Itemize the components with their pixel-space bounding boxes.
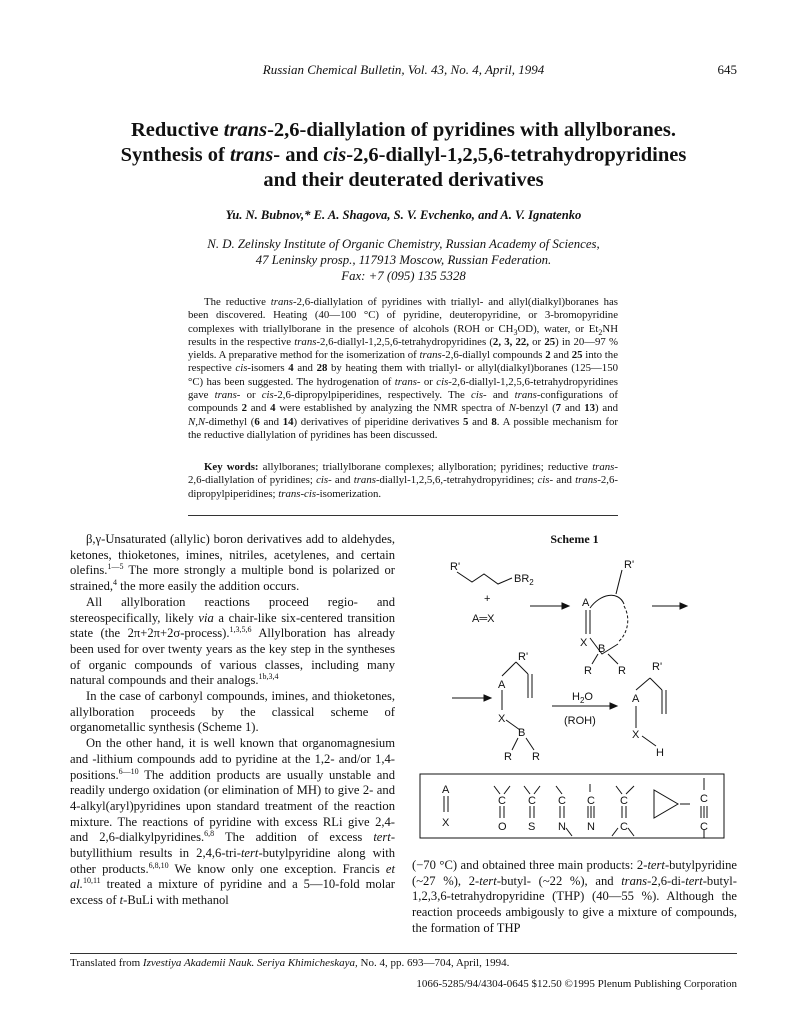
adduct-b-r-left [512, 738, 518, 750]
body-right-column: (−70 °C) and obtained three main products: 2-tert-butylpyridine (~27 %), 2-tert-butyl- (~22 %), and trans-2,6-di-tert-butyl-1,2,3,6-tetrahydropyridine (THP) (40—55 %). Although the reaction proceeds ambigously to give a mixture of compounds, the formation of THP [412, 858, 737, 935]
translation-note: Translated from Izvestiya Akademii Nauk. Seriya Khimicheskaya, No. 4, pp. 693—704, April, 1994. [70, 957, 510, 969]
title-line-1: Reductive trans-2,6-diallylation of pyridines with allylboranes. [130, 119, 677, 141]
body-left-column [70, 532, 395, 909]
scheme-title: Scheme 1 [550, 532, 599, 546]
label-s: S [528, 821, 536, 833]
label-c-alkene-top: C [620, 795, 628, 807]
label-c-alkene-bottom: C [620, 821, 628, 833]
label-br2: $BR_2$ [514, 573, 534, 587]
substrate-box [420, 774, 724, 838]
paragraph-3: In the case of carbonyl compounds, imines, and thioketones, allylboration proceeds by the classical scheme of organometallic synthesis (Scheme 1). [70, 689, 395, 735]
cc-right-bond [626, 786, 634, 794]
label-a-ts: A [582, 597, 590, 609]
label-r-prime-adduct: R' [518, 651, 529, 663]
cc-lower-right [628, 828, 634, 836]
adduct-c-c-bond [516, 662, 528, 674]
label-c-cs: C [528, 795, 536, 807]
adduct-a-c-bond [502, 662, 516, 676]
arrow-head-1 [562, 603, 569, 609]
co-right-bond [504, 786, 510, 794]
abstract-divider [188, 515, 618, 516]
paragraph-1: β,γ-Unsaturated (allylic) boron derivatives add to aldehydes, ketones, thioketones, imines, nitriles, acetylenes, and certain olefins.$^{1—5}$ The more strongly a multiple bond is polarized or strained,$^4$ the more easily the addition occurs. [70, 532, 395, 594]
label-c-nitrile: C [587, 795, 595, 807]
journal-citation: Russian Chemical Bulletin, Vol. 43, No. 4, April, 1994 [262, 62, 545, 77]
label-c-cn: C [558, 795, 566, 807]
product-a-c-bond [636, 678, 650, 690]
footer-divider [70, 953, 737, 954]
cs-right-bond [534, 786, 540, 794]
label-a-product: A [632, 693, 640, 705]
label-r-prime-ts: R' [624, 559, 635, 571]
label-c-alkyne-top: C [700, 793, 708, 805]
article-title [90, 118, 717, 193]
arrow-head-3 [484, 695, 491, 701]
cc-lower-left [612, 828, 618, 836]
label-r-ts-left: R [584, 665, 592, 677]
paragraph-2: All allylboration reactions proceed regio- and stereospecifically, likely via a chair-like six-centered transition state (the 2π+2π+2σ-process).$^{1,3,5,6}$ Allylboration has already been used for over twenty years as the key step in the syntheses of organic compounds of various classes, including many natural compounds and their analogs.$^{1b,3,4}$ [70, 594, 395, 688]
author-list: Yu. N. Bubnov,* E. A. Shagova, S. V. Evchenko, and A. V. Ignatenko [225, 208, 582, 222]
paragraph-4: On the other hand, it is well known that organomagnesium and -lithium compounds add to pyridine at the 1,2- and/or 1,4-positions.$^{6—10}$ The addition products are usually unstable and readily undergo oxidation (or elimination of MH) to give 2- and 4-alkyl(aryl)pyridines upon standard treatment of the reaction mixture. The reactions of pyridine with excess RLi give 2,4- and 2,6-dialkylpyridines.$^{6,8}$ The addition of excess tert-butyllithium results in 2,4,6-tri-tert-butylpyridine along with other products.$^{6,8,10}$ We know only one exception. Francis et al.$^{10,11}$ treated a mixture of pyridine and a 5—10-fold molar excess of t-BuLi with methanol [70, 736, 396, 908]
label-r-prime-1: R' [450, 561, 461, 573]
adduct-b-r-right [526, 738, 534, 750]
label-c-alkyne-bottom: C [700, 821, 708, 833]
label-r-adduct-right: R [532, 751, 540, 763]
page-number: 645 [717, 62, 737, 77]
label-a-equals-x: A═X [472, 613, 495, 625]
label-b-ts: B [598, 643, 606, 655]
keywords: Key words: allylboranes; triallylborane complexes; allylboration; pyridines; reductive trans-2,6-diallylation of pyridines; cis- and trans-diallyl-1,2,5,6,-tetrahydropyridines; cis- and trans-2,6-dipropylpiperidines; trans-cis-isomerization. [188, 461, 618, 500]
label-n-nitrile: N [587, 821, 595, 833]
strained-ring [654, 790, 678, 818]
ts-arc-top [590, 595, 624, 608]
abstract: The reductive trans-2,6-diallylation of pyridines with triallyl- and allyl(dialkyl)boranes has been discovered. Heating (40—100 °C) of pyridine, deuteropyridine, or 3-bromopyridine complexes with triallylborane in the presence of alcohols (ROH or $CH_3OD$), water, or $Et_2NH$ results in the respective trans-2,6-diallyl-1,2,5,6-tetrahydropyridines (2, 3, 22, or 25) in 20—97 % yields. A preparative method for the isomerization of trans-2,6-diallyl compounds 2 and 25 into the respective cis-isomers 4 and 28 by heating them with triallyl- or allyl(dialkyl)boranes (125—150 °C) has been suggested. The hydrogenation of trans- or cis-2,6-diallyl-1,2,5,6-tetrahydropyridines gave trans- or cis-2,6-dipropylpiperidines, respectively. The cis- and trans-configurations of compounds 2 and 4 were established by analyzing the NMR spectra of N-benzyl (7 and 13) and N,N-dimethyl (6 and 14) derivatives of piperidine derivatives 5 and 8. A possible mechanism for the reductive diallylation of pyridines has been discussed. [188, 296, 619, 441]
label-h2o: $H_2O$ [572, 691, 593, 705]
title-line-2: Synthesis of trans- and cis-2,6-diallyl-1,2,5,6-tetrahydropyridines [120, 144, 687, 166]
label-h-product: H [656, 747, 664, 759]
label-r-adduct-left: R [504, 751, 512, 763]
keywords-label: Key words: [204, 461, 259, 473]
label-r-prime-product: R' [652, 661, 663, 673]
allyl-chain-bond [457, 572, 512, 584]
affiliation: N. D. Zelinsky Institute of Organic Chemistry, Russian Academy of Sciences, 47 Leninsky prosp., 117913 Moscow, Russian Federation. Fax: +7 (095) 135 5328 [207, 237, 600, 283]
label-x-product: X [632, 729, 640, 741]
label-box-a: A [442, 784, 450, 796]
label-a-adduct: A [498, 679, 506, 691]
ts-b-r-left [592, 654, 598, 664]
label-n-imine: N [558, 821, 566, 833]
title-line-3: and their deuterated derivatives [263, 169, 544, 191]
cn-left-bond [556, 786, 562, 794]
label-o: O [498, 821, 507, 833]
product-c-c-bond [650, 678, 662, 690]
hydrolysis-arrow-head [610, 703, 617, 709]
copyright-line: 1066-5285/94/4304-0645 $12.50 ©1995 Plenum Publishing Corporation [416, 978, 737, 990]
co-left-bond [494, 786, 500, 794]
ts-b-r-right [608, 654, 618, 664]
running-head [70, 62, 737, 80]
cs-left-bond [524, 786, 530, 794]
label-b-adduct: B [518, 727, 526, 739]
ts-rprime-bond [616, 570, 622, 594]
label-plus: + [484, 593, 491, 605]
cn-n-bond [566, 828, 572, 836]
scheme-1-diagram [412, 550, 737, 850]
label-x-ts: X [580, 637, 588, 649]
product-x-h-bond [642, 736, 656, 746]
label-box-x: X [442, 817, 450, 829]
label-c-co: C [498, 795, 506, 807]
label-x-adduct: X [498, 713, 506, 725]
label-r-ts-right: R [618, 665, 626, 677]
label-roh: (ROH) [564, 715, 596, 727]
arrow-head-2 [680, 603, 687, 609]
cc-left-bond [616, 786, 622, 794]
ts-dashed-bond [618, 606, 628, 642]
